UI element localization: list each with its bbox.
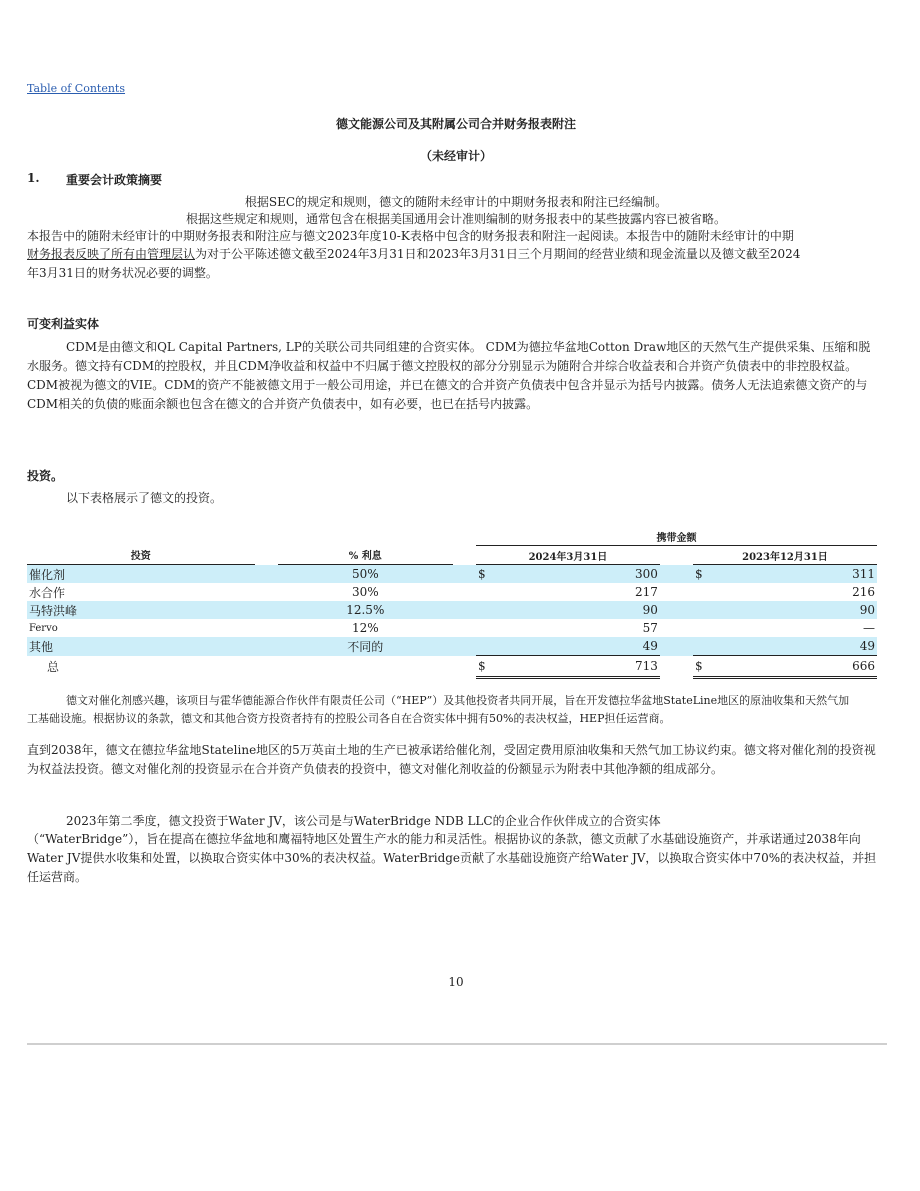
currency-symbol: $ — [694, 659, 703, 673]
row-name: 水合作 — [29, 585, 66, 600]
row-interest: 不同的 — [347, 639, 384, 654]
row-value-2024: 90 — [642, 603, 658, 617]
struck-text: 财务报表反映了所有由管理层认 — [27, 247, 196, 261]
investments-intro: 以下表格展示了德文的投资。 — [66, 491, 223, 505]
row-value-2023: 311 — [852, 567, 875, 581]
water-jv-line1: 2023年第二季度，德文投资于Water JV，该公司是与WaterBridge NDB LLC的企业合作伙伴成立的合资实体 — [66, 814, 661, 828]
section-number: 1. — [27, 171, 40, 185]
page-number: 10 — [448, 975, 464, 989]
table-total-row — [27, 656, 877, 678]
row-name: 马特洪峰 — [29, 603, 78, 618]
currency-symbol: $ — [477, 567, 486, 581]
section1-line4 — [27, 245, 887, 264]
investments-heading: 投资。 — [27, 469, 64, 483]
row-interest: 30% — [351, 585, 379, 599]
investments-table — [27, 527, 877, 679]
currency-symbol: $ — [477, 659, 486, 673]
col-header-investment: 投资 — [27, 546, 255, 565]
col-header-interest: % 利息 — [278, 546, 453, 565]
row-interest: 50% — [351, 567, 379, 581]
col-header-2023: 2023年12月31日 — [693, 546, 877, 565]
row-interest: 12% — [351, 621, 379, 635]
total-2024: 713 — [635, 659, 658, 673]
row-value-2024: 57 — [642, 621, 658, 635]
catalyst-paragraph: 德文对催化剂感兴趣，该项目与霍华德能源合作伙伴有限责任公司（“HEP”）及其他投资者共同开展，旨在开发德拉华盆地StateLine地区的原油收集和天然气加工基础设施。根据协议的条款，德文和其他合资方投资者持有的控股公司各自在合资实体中拥有50%的表决权益，HEP担任运营商。 — [27, 694, 850, 725]
section1-line4-rest: 为对于公平陈述德文截至2024年3月31日和2023年3月31日三个月期间的经营业绩和现金流量以及德文截至2024 — [195, 247, 801, 261]
row-value-2024: 217 — [635, 585, 658, 599]
water-jv-paragraph: （“WaterBridge”），旨在提高在德拉华盆地和鹰福特地区处置生产水的能力和灵活性。根据协议的条款，德文贡献了水基础设施资产，并承诺通过2038年向Water JV提供水收集和处置，以换取合资实体中30%的表决权益。WaterBridge贡献了水基础设施资产给Water JV，以换取合资实体中70%的表决权益，并担任运营商。 — [27, 832, 877, 884]
row-value-2024: 49 — [476, 637, 660, 656]
section1-line2: 根据这些规定和规则，通常包含在根据美国通用会计准则编制的财务报表中的某些披露内容已被省略。 — [185, 212, 726, 226]
row-value-2023: 216 — [852, 585, 875, 599]
carrying-amount-header: 携带金额 — [476, 527, 877, 546]
table-row — [27, 619, 877, 637]
section-heading: 重要会计政策摘要 — [66, 173, 163, 187]
col-header-2024: 2024年3月31日 — [476, 546, 660, 565]
total-label: 总 — [47, 660, 60, 674]
row-value-2023: — — [863, 621, 875, 635]
document-subtitle: （未经审计） — [419, 149, 492, 163]
row-value-2024: 300 — [635, 567, 658, 581]
row-name: 其他 — [29, 639, 54, 654]
table-row — [27, 637, 877, 656]
commitment-paragraph: 直到2038年，德文在德拉华盆地Stateline地区的5万英亩土地的生产已被承诺给催化剂，受固定费用原油收集和天然气加工协议约束。德文将对催化剂的投资视为权益法投资。德文对催化剂的投资显示在合并资产负债表的投资中，德文对催化剂收益的份额显示为附表中其他净额的组成部分。 — [27, 743, 876, 776]
section1-line1: 根据SEC的规定和规则，德文的随附未经审计的中期财务报表和附注已经编制。 — [244, 195, 668, 209]
row-value-2023: 90 — [859, 603, 875, 617]
vie-paragraph: CDM是由德文和QL Capital Partners, LP的关联公司共同组建的合资实体。 CDM为德拉华盆地Cotton Draw地区的天然气生产提供采集、压缩和脱水服务。德文持有CDM的控股权，并且CDM净收益和权益中不归属于德文控股权的部分分别显示为随附合并综合收益表和合并资产负债表中的非控股权益。CDM被视为德文的VIE。CDM的资产不能被德文用于一般公司用途，并已在德文的合并资产负债表中包含并显示为括号内披露。债务人无法追索德文资产的与CDM相关的负债的账面余额也包含在德文的合并资产负债表中，如有必要，也已在括号内披露。 — [27, 340, 871, 411]
row-interest: 12.5% — [346, 603, 385, 617]
total-2023: 666 — [852, 659, 875, 673]
currency-symbol: $ — [694, 567, 703, 581]
vie-heading: 可变利益实体 — [27, 317, 100, 331]
row-value-2023: 49 — [693, 637, 877, 656]
table-of-contents-link[interactable]: Table of Contents — [27, 82, 126, 95]
table-row — [27, 565, 877, 584]
page-divider — [27, 1043, 887, 1045]
row-name: Fervo — [29, 622, 58, 634]
section1-line5: 年3月31日的财务状况必要的调整。 — [27, 266, 218, 280]
table-row — [27, 601, 877, 619]
document-title: 德文能源公司及其附属公司合并财务报表附注 — [335, 117, 576, 131]
section1-line3: 本报告中的随附未经审计的中期财务报表和附注应与德文2023年度10-K表格中包含的财务报表和附注一起阅读。本报告中的随附未经审计的中期 — [27, 229, 794, 243]
table-row — [27, 583, 877, 601]
row-name: 催化剂 — [29, 567, 66, 582]
